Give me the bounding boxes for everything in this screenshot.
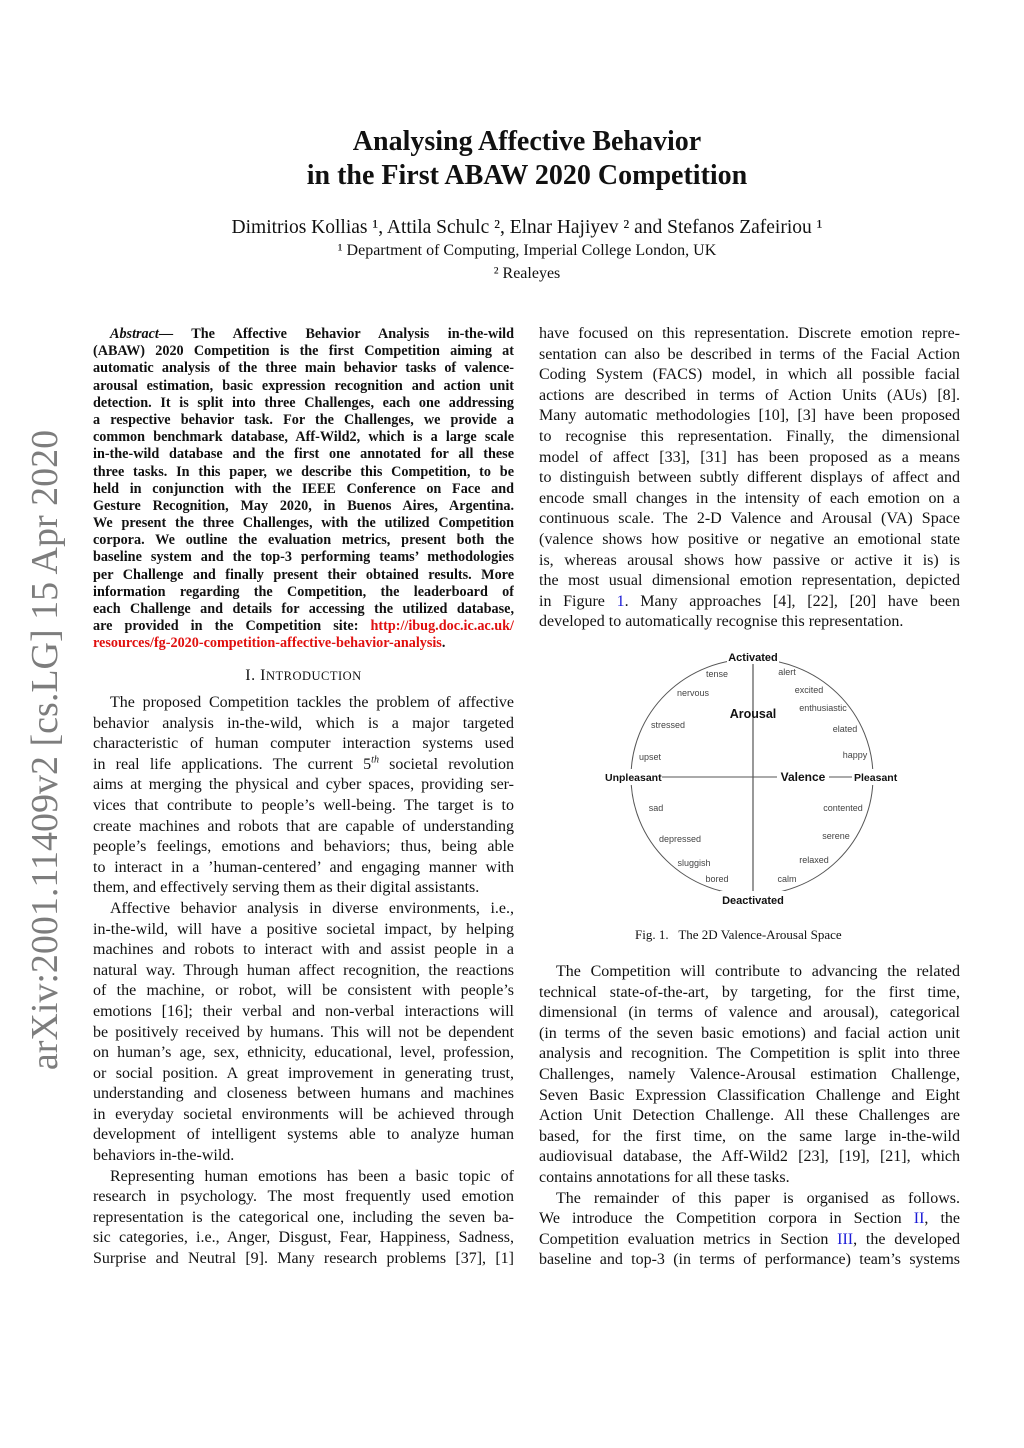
text-line: emotions [16]; their verbal and non-verbal interactions will [93, 1002, 514, 1020]
emotion-word-calm: calm [777, 874, 797, 884]
text-line: Action Unit Detection Challenge. All these Challenges are [539, 1107, 960, 1125]
text-line: analysis and recognition. The Competition is split into three [539, 1045, 960, 1063]
text-line: research in psychology. The most frequently used emotion [93, 1188, 514, 1206]
text-line: baseline system and the top-3 performing teams’ methodologies [93, 549, 514, 566]
text-line: Affective behavior analysis in diverse environments, i.e., [110, 899, 514, 917]
section-number: I. [245, 667, 261, 684]
text-line: create machines and robots that are capable of understanding [93, 817, 514, 835]
emotion-word-serene: serene [822, 831, 850, 841]
emotion-word-contented: contented [823, 803, 863, 813]
text-line: characteristic of human computer interaction systems used [93, 735, 514, 753]
axis-title-valence: Valence [780, 770, 826, 784]
text-line: understanding and closeness between humans and machines [93, 1085, 514, 1103]
text-line: per Challenge and finally present their obtained results. More [93, 566, 514, 583]
emotion-word-depressed: depressed [658, 834, 702, 844]
text-line: development of intelligent systems able to analyze human [93, 1126, 514, 1144]
text-segment: societal revolution [378, 755, 514, 773]
text-line: contains annotations for all these tasks. [539, 1168, 790, 1186]
axis-label-activated: Activated [728, 652, 778, 664]
text-line: continuous scale. The 2-D Valence and Arousal (VA) Space [539, 510, 960, 528]
affiliation-2: ² Realeyes [493, 265, 561, 282]
section-heading-introduction [93, 667, 514, 685]
reference-link[interactable]: III [837, 1230, 854, 1248]
text-line [93, 635, 514, 652]
text-line: baseline and top-3 (in terms of performance) team’s systems [539, 1251, 960, 1269]
authors: Dimitrios Kollias ¹, Attila Schulc ², Elnar Hajiyev ² and Stefanos Zafeiriou ¹ [231, 217, 823, 238]
text-line: Representing human emotions has been a basic topic of [110, 1167, 514, 1185]
axis-label-pleasant: Pleasant [854, 772, 898, 784]
abstract [93, 326, 514, 653]
text-line: (ABAW) 2020 Competition is the first Competition aiming at [93, 343, 514, 360]
text-line: in everyday societal environments will be achieved through [93, 1105, 514, 1123]
text-line: audiovisual database, the Aff-Wild2 [23], [19], [21], which [539, 1148, 960, 1166]
emotion-word-upset: upset [638, 752, 662, 762]
reference-link[interactable]: II [913, 1210, 925, 1228]
text-line: behavior analysis in-the-wild, which is a major targeted [93, 714, 514, 732]
text-line: them, and effectively serving them as their digital assistants. [93, 879, 480, 897]
text-line: have focused on this representation. Discrete emotion repre- [539, 325, 960, 342]
emotion-word-enthusiastic: enthusiastic [799, 703, 847, 713]
text-line: detection. It is split into three Challenges, each one addressing [93, 394, 514, 411]
emotion-word-sad: sad [648, 803, 664, 813]
text-line: natural way. Through human affect recognition, the reactions [93, 961, 514, 979]
text-line: The proposed Competition tackles the problem of affective [110, 694, 514, 711]
text-line: information regarding the Competition, the leaderboard of [93, 583, 514, 600]
text-line: The remainder of this paper is organised as follows. [556, 1189, 960, 1207]
emotion-word-happy: happy [842, 750, 868, 760]
text-segment: — The Affective Behavior Analysis in-the-wild [158, 326, 514, 342]
text-line [539, 1230, 960, 1251]
text-line: The Competition will contribute to advancing the related [556, 963, 960, 980]
emotion-word-elated: elated [832, 724, 858, 734]
text-line: arousal estimation, basic expression recognition and action unit [93, 377, 514, 394]
text-line: We present the three Challenges, with the utilized Competition [93, 515, 514, 532]
paper-title-line-1: Analysing Affective Behavior [352, 126, 702, 157]
text-line: (in terms of the seven basic emotions) and facial action unit [539, 1024, 960, 1042]
axis-label-deactivated: Deactivated [722, 895, 784, 907]
text-line: in-the-wild, will have a positive societal impact, by helping [93, 920, 514, 938]
text-line: the most usual dimensional emotion representation, depicted [539, 572, 960, 590]
reference-link[interactable]: resources/fg-2020-competition-affective-behavior-analysis [93, 635, 442, 652]
text-segment: are provided in the Competition site: [93, 618, 371, 635]
figure-caption [635, 927, 842, 943]
emotion-word-nervous: nervous [676, 688, 710, 698]
emotion-word-alert: alert [778, 667, 796, 677]
section-title-initial: I [260, 667, 266, 684]
reference-link[interactable]: http://ibug.doc.ic.ac.uk/ [370, 618, 514, 635]
text-line: vices that contribute to people’s well-being. The target is to [93, 796, 514, 814]
text-line: actions are described in terms of Action Units (AUs) [8]. [539, 386, 960, 404]
emotion-word-excited: excited [794, 685, 824, 695]
section-title-rest: NTRODUCTION [265, 669, 362, 683]
text-line: machines and robots to interact with and assist people in a [93, 941, 514, 959]
right-column-body-bottom [539, 962, 960, 1271]
text-line [93, 618, 514, 635]
text-line: dimensional (in terms of valence and arousal), categorical [539, 1004, 960, 1022]
text-line: of the machine, or robot, will be consistent with people’s [93, 982, 514, 1000]
text-line: corpora. We outline the evaluation metrics, present both the [93, 532, 514, 549]
affiliation-1: ¹ Department of Computing, Imperial College London, UK [337, 242, 717, 259]
text-segment: Abstract [110, 326, 159, 342]
text-line: sentation can also be described in terms of the Facial Action [539, 345, 960, 363]
text-line: based, for the first time, on the same large in-the-wild [539, 1127, 960, 1145]
text-line: to interact in a ’human-centered’ and engaging manner with [93, 858, 514, 876]
text-line: Surprise and Neutral [9]. Many research problems [37], [1] [93, 1250, 514, 1268]
emotion-word-stressed: stressed [650, 720, 686, 730]
text-line [93, 326, 514, 343]
text-line: on human’s age, sex, ethnicity, educational, level, profession, [93, 1044, 514, 1062]
text-line: people’s feelings, emotions and behaviors; thus, being able [93, 838, 514, 856]
text-line: to recognise this representation. Finally, the dimensional [539, 427, 960, 445]
text-line: developed to automatically recognise this representation. [539, 613, 904, 631]
text-line: aims at merging the physical and cyber spaces, providing ser- [93, 776, 514, 794]
text-line: Many automatic methodologies [10], [3] have been proposed [539, 407, 960, 425]
text-segment: . [441, 635, 446, 652]
text-line: automatic analysis of the three main behavior tasks of valence- [93, 360, 514, 377]
text-line: held in conjunction with the IEEE Conference on Face and [93, 480, 514, 497]
valence-arousal-diagram [600, 645, 900, 910]
emotion-word-tense: tense [705, 669, 729, 679]
text-line [539, 1209, 960, 1230]
text-line: to distinguish between subtly different displays of affect and [539, 469, 960, 487]
emotion-word-bored: bored [705, 874, 729, 884]
figure-caption-label: Fig. 1. [635, 927, 669, 942]
text-line: Seven Basic Expression Classification Challenge and Eight [539, 1086, 960, 1104]
axis-title-arousal: Arousal [729, 707, 777, 721]
text-line: Gesture Recognition, May 2020, in Buenos Aires, Argentina. [93, 497, 514, 514]
text-line [539, 592, 960, 613]
arxiv-identifier: arXiv:2001.11409v2 [cs.LG] 15 Apr 2020 [24, 429, 66, 1071]
text-line: Coding System (FACS) model, in which all possible facial [539, 366, 960, 384]
text-line: Challenges, namely Valence-Arousal estimation Challenge, [539, 1065, 960, 1083]
text-line: (valence shows how positive or negative an emotional state [539, 530, 960, 548]
text-segment: in Figure [539, 592, 617, 610]
text-line: representation is the categorical one, including the seven ba- [93, 1208, 514, 1226]
text-line: three tasks. In this paper, we describe this Competition, to be [93, 463, 514, 480]
text-line: a respective behavior task. For the Challenges, we provide a [93, 411, 514, 428]
text-segment: th [371, 754, 379, 766]
text-line: is, whereas arousal shows how passive or active it is) is [539, 551, 960, 569]
text-segment: Competition evaluation metrics in Section [539, 1230, 838, 1248]
text-segment: in real life applications. The current 5 [93, 755, 372, 773]
right-column-body-top [539, 324, 960, 633]
figure-valence-arousal-space [600, 645, 900, 910]
paper-title-line-2: in the First ABAW 2020 Competition [306, 160, 748, 191]
text-line: encode small changes in the intensity of each emotion on a [539, 489, 960, 507]
text-line: or social position. A great improvement in generating trust, [93, 1064, 514, 1082]
text-line: technical state-of-the-art, by targeting, for the first time, [539, 983, 960, 1001]
text-line: each Challenge and details for accessing the utilized database, [93, 601, 514, 617]
text-segment: We introduce the Competition corpora in Section [539, 1210, 914, 1228]
text-line: behaviors in-the-wild. [93, 1147, 235, 1165]
text-line: be positively received by humans. This will not be dependent [93, 1023, 514, 1041]
text-line: sic categories, i.e., Anger, Disgust, Fear, Happiness, Sadness, [93, 1229, 514, 1247]
text-segment: , the [924, 1210, 960, 1228]
text-line [93, 755, 514, 776]
axis-label-unpleasant: Unpleasant [605, 772, 662, 784]
emotion-word-relaxed: relaxed [799, 855, 829, 865]
text-segment: . Many approaches [4], [22], [20] have been [624, 592, 960, 610]
text-line: in-the-wild database and the first one annotated for all these [93, 446, 514, 463]
emotion-word-sluggish: sluggish [677, 858, 711, 868]
reference-link[interactable]: 1 [616, 592, 625, 610]
text-segment: , the developed [853, 1230, 960, 1248]
figure-caption-text: The 2D Valence-Arousal Space [678, 927, 842, 942]
text-line: model of affect [33], [31] has been proposed as a means [539, 448, 960, 466]
text-line: common benchmark database, Aff-Wild2, which is a large scale [93, 429, 514, 446]
left-column-body [93, 693, 514, 1270]
